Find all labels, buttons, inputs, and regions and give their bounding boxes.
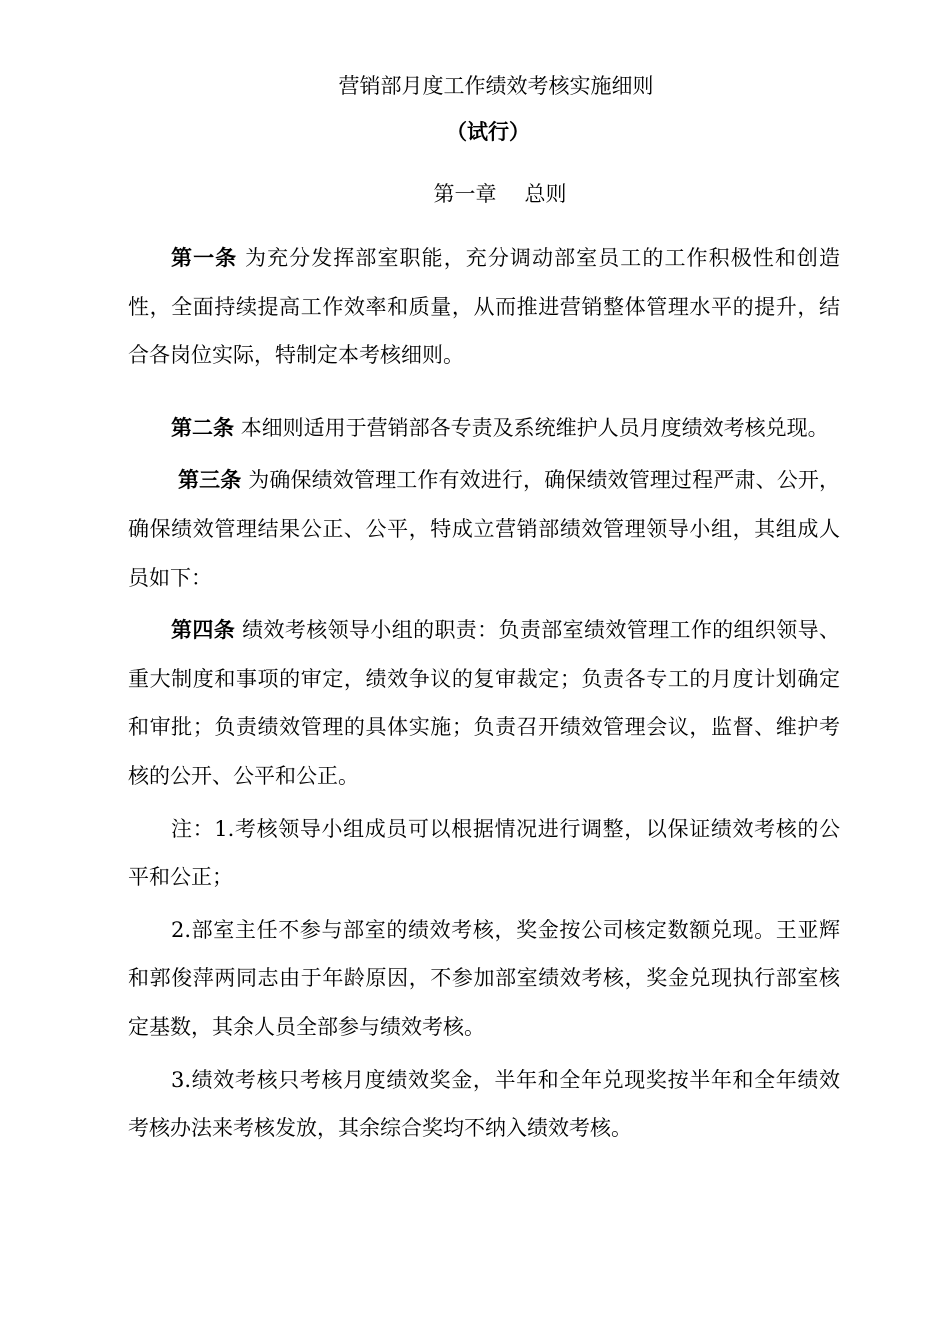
article-4-text: 绩效考核领导小组的职责：负责部室绩效管理工作的组织领导、重大制度和事项的审定，绩效争议的复审裁定；负责各专工的月度计划确定和审批；负责绩效管理的具体实施；负责召开绩效管理会议，监督、维护考核的公开、公平和公正。: [128, 618, 841, 788]
article-3-text: 为确保绩效管理工作有效进行，确保绩效管理过程严肃、公开，确保绩效管理结果公正、公平，特成立营销部绩效管理领导小组，其组成人员如下：: [128, 468, 841, 590]
document-title: 营销部月度工作绩效考核实施细则: [338, 74, 654, 98]
chapter-number: 第一章: [433, 182, 497, 206]
note-2: 2.部室主任不参与部室的绩效考核，奖金按公司核定数额兑现。王亚辉和郭俊萍两同志由于年龄原因，不参加部室绩效考核，奖金兑现执行部室核定基数，其余人员全部参与绩效考核。: [128, 917, 840, 1039]
article-3: [128, 456, 840, 602]
note-1: 注：1.考核领导小组成员可以根据情况进行调整，以保证绩效考核的公平和公正；: [128, 816, 840, 890]
document-subtitle: （试行）: [446, 119, 530, 144]
chapter-name: 总则: [524, 182, 567, 206]
article-1-text: 为充分发挥部室职能，充分调动部室员工的工作积极性和创造性，全面持续提高工作效率和质量，从而推进营销整体管理水平的提升，结合各岗位实际，特制定本考核细则。: [128, 246, 841, 368]
article-2-label: 第二条: [171, 414, 234, 440]
article-4: [128, 606, 840, 800]
article-1-label: 第一条: [171, 245, 238, 270]
chapter-heading: [128, 176, 840, 212]
article-1: [128, 234, 840, 380]
article-4-label: 第四条: [171, 617, 236, 643]
article-2: [128, 404, 840, 453]
article-3-label: 第三条: [178, 467, 242, 493]
article-2-text: 本细则适用于营销部各专责及系统维护人员月度绩效考核兑现。: [240, 415, 829, 440]
note-3: 3.绩效考核只考核月度绩效奖金，半年和全年兑现奖按半年和全年绩效考核办法来考核发放，其余综合奖均不纳入绩效考核。: [128, 1067, 840, 1141]
